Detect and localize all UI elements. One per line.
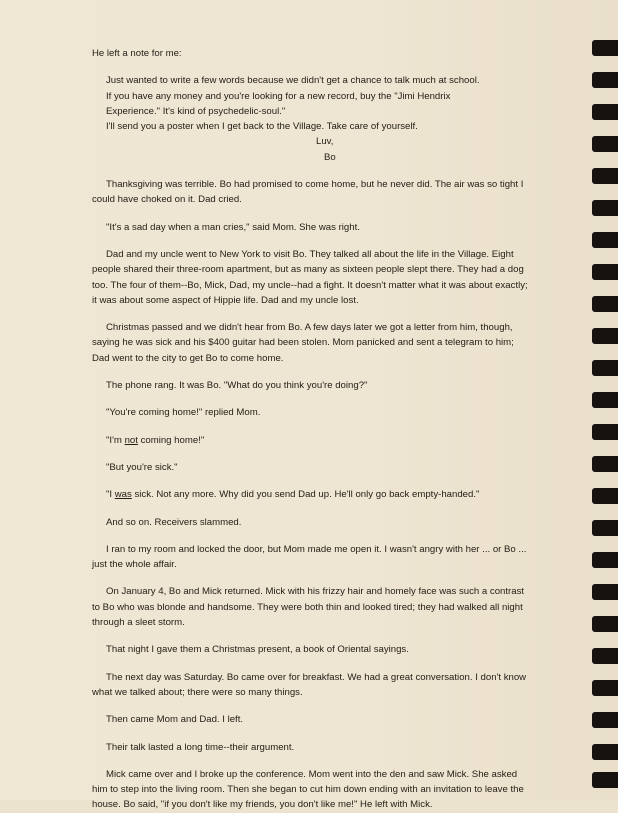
letter-line: Just wanted to write a few words because we didn't get a chance to talk much at school. <box>106 75 480 87</box>
binding-ring <box>592 680 618 696</box>
text-run: sick. Not any more. Why did you send Dad up. He'll only go back empty-handed." <box>131 489 480 501</box>
binding-ring <box>592 424 618 440</box>
binding-ring <box>592 232 618 248</box>
binding-ring <box>592 584 618 600</box>
binding-ring <box>592 360 618 376</box>
letter-line: I'll send you a poster when I get back to the Village. Take care of yourself. <box>106 121 418 133</box>
text-run: "I <box>106 489 115 501</box>
binding-ring <box>592 712 618 728</box>
letter <box>92 73 532 165</box>
note-intro: He left a note for me: <box>92 48 182 59</box>
paragraph: "It's a sad day when a man cries," said Mom. She was right. <box>106 221 360 233</box>
text-run: coming home!" <box>137 434 205 446</box>
paragraph: Their talk lasted a long time--their argument. <box>106 741 295 753</box>
letter-signoff: Luv, <box>316 136 334 148</box>
binding-ring <box>592 136 618 152</box>
binding-ring <box>592 456 618 472</box>
underlined-word: was <box>114 489 132 501</box>
paragraph: On January 4, Bo and Mick returned. Mick with his frizzy hair and homely face was such a contrast to Bo who was blonde and handsome. They were both thin and looked tired; they had walked all night through a sleet storm. <box>92 586 525 629</box>
binding-ring <box>592 744 618 760</box>
binding-ring <box>592 772 618 788</box>
binding-ring <box>592 168 618 184</box>
binding-ring <box>592 40 618 56</box>
spiral-binding <box>588 0 618 800</box>
binding-ring <box>592 392 618 408</box>
text-run: "I'm <box>106 434 125 446</box>
binding-ring <box>592 520 618 536</box>
paragraph: "But you're sick." <box>106 461 178 473</box>
binding-ring <box>592 72 618 88</box>
letter-signature: Bo <box>324 151 336 163</box>
letter-line: Experience." It's kind of psychedelic-soul." <box>106 105 286 117</box>
letter-line: If you have any money and you're looking for a new record, buy the "Jimi Hendrix <box>106 90 451 102</box>
binding-ring <box>592 552 618 568</box>
paragraph: Thanksgiving was terrible. Bo had promised to come home, but he never did. The air was so tight I could have choked on it. Dad cried. <box>92 179 524 206</box>
paragraph: That night I gave them a Christmas present, a book of Oriental sayings. <box>106 644 409 656</box>
paragraph-im-not-coming <box>92 433 532 448</box>
underlined-word: not <box>124 434 138 446</box>
paragraph: And so on. Receivers slammed. <box>106 516 242 528</box>
paragraph: Dad and my uncle went to New York to visit Bo. They talked all about the life in the Village. Eight people shared their three-room apartment, but as many as sixteen people slept there. They had a dog too. The four of them--Bo, Mick, Dad, my uncle--had a fight. It doesn't matter what it was about exactly; it was about some aspect of Hippie life. Dad and my uncle lost. <box>92 248 528 306</box>
binding-ring <box>592 648 618 664</box>
paragraph: The phone rang. It was Bo. "What do you think you're doing?" <box>106 380 368 392</box>
paragraph: Christmas passed and we didn't hear from Bo. A few days later we got a letter from him, though, saying he was sick and his $400 guitar had been stolen. Mom panicked and sent a telegram to him; Dad went to the city to get Bo to come home. <box>92 322 514 364</box>
paragraph: I ran to my room and locked the door, but Mom made me open it. I wasn't angry with her ... or Bo ... just the whole affair. <box>92 543 527 571</box>
binding-ring <box>592 296 618 312</box>
paragraph: "You're coming home!" replied Mom. <box>106 407 261 419</box>
binding-ring <box>592 264 618 280</box>
paragraph: Mick came over and I broke up the conference. Mom went into the den and saw Mick. She asked him to step into the living room. Then she began to cut him down ending with an invitation to leave the house. Bo said, "if you don't like my friends, you don't like me!" He left with Mick. <box>92 768 524 811</box>
binding-ring <box>592 104 618 120</box>
binding-ring <box>592 616 618 632</box>
paragraph: Then came Mom and Dad. I left. <box>106 714 244 726</box>
page-text <box>92 46 532 813</box>
binding-ring <box>592 488 618 504</box>
binding-ring <box>592 200 618 216</box>
paragraph: The next day was Saturday. Bo came over for breakfast. We had a great conversation. I don't know what we talked about; there were so many things. <box>92 671 527 698</box>
binding-ring <box>592 328 618 344</box>
paragraph-i-was-sick <box>92 487 532 502</box>
